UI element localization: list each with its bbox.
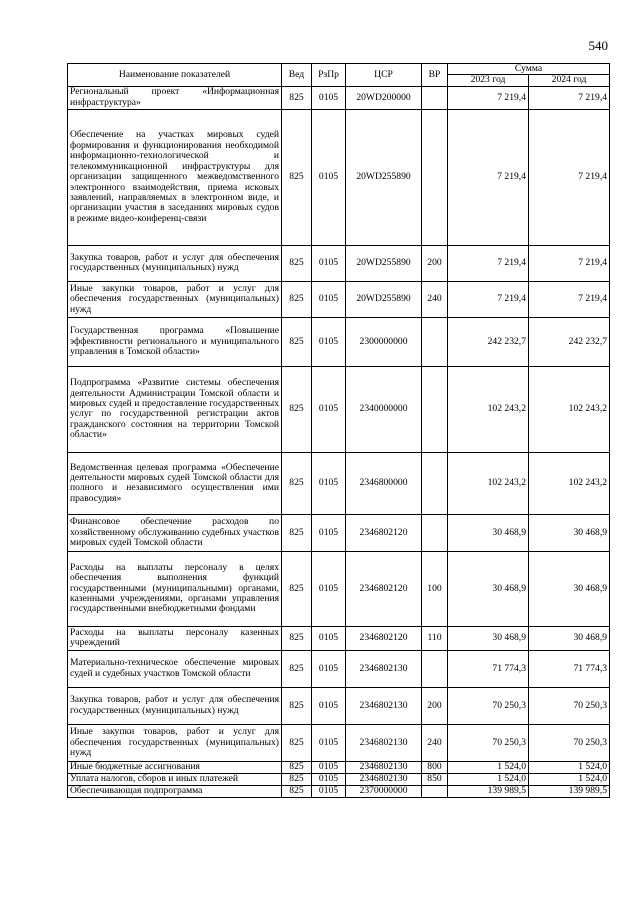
row-ved: 825 (282, 650, 312, 687)
table-row (68, 245, 610, 281)
row-ved: 825 (282, 785, 312, 797)
table-row (68, 626, 610, 650)
row-ved: 825 (282, 317, 312, 366)
row-sum-2024: 7 219,4 (529, 86, 610, 109)
row-sum-2024: 70 250,3 (529, 724, 610, 761)
row-rzpr: 0105 (312, 366, 346, 452)
row-vr: 200 (422, 245, 448, 281)
row-csr: 2370000000 (346, 785, 422, 797)
row-ved: 825 (282, 281, 312, 317)
row-sum-2023: 70 250,3 (448, 724, 529, 761)
row-csr: 2346800000 (346, 452, 422, 514)
row-csr: 20WD255890 (346, 109, 422, 245)
row-name: Государственная программа «Повышение эффективности регионального и муниципального управления в Томской области» (68, 317, 282, 366)
row-vr: 110 (422, 626, 448, 650)
row-sum-2024: 7 219,4 (529, 109, 610, 245)
row-name: Расходы на выплаты персоналу казенных учреждений (68, 626, 282, 650)
table-row (68, 109, 610, 245)
header-name: Наименование показателей (68, 64, 282, 87)
row-sum-2024: 102 243,2 (529, 452, 610, 514)
row-csr: 20WD200000 (346, 86, 422, 109)
row-sum-2024: 1 524,0 (529, 761, 610, 773)
header-ved: Вед (282, 64, 312, 87)
row-vr (422, 109, 448, 245)
row-name: Иные бюджетные ассигнования (68, 761, 282, 773)
table-row (68, 650, 610, 687)
row-csr: 2346802120 (346, 626, 422, 650)
header-csr: ЦСР (346, 64, 422, 87)
row-rzpr: 0105 (312, 281, 346, 317)
row-vr: 850 (422, 773, 448, 785)
row-sum-2023: 7 219,4 (448, 109, 529, 245)
row-ved: 825 (282, 86, 312, 109)
row-sum-2024: 70 250,3 (529, 687, 610, 724)
row-vr: 200 (422, 687, 448, 724)
row-vr (422, 452, 448, 514)
header-rzpr: РзПр (312, 64, 346, 87)
row-ved: 825 (282, 514, 312, 551)
row-sum-2023: 7 219,4 (448, 86, 529, 109)
row-sum-2023: 242 232,7 (448, 317, 529, 366)
row-sum-2024: 7 219,4 (529, 281, 610, 317)
table-row (68, 281, 610, 317)
table-row (68, 773, 610, 785)
row-rzpr: 0105 (312, 109, 346, 245)
header-year-2023: 2023 год (448, 75, 529, 86)
row-name: Иные закупки товаров, работ и услуг для обеспечения государственных (муниципальных) нужд (68, 724, 282, 761)
table-row (68, 687, 610, 724)
row-ved: 825 (282, 109, 312, 245)
row-sum-2023: 1 524,0 (448, 773, 529, 785)
row-sum-2023: 102 243,2 (448, 452, 529, 514)
row-rzpr: 0105 (312, 514, 346, 551)
row-sum-2023: 71 774,3 (448, 650, 529, 687)
row-vr (422, 317, 448, 366)
row-sum-2024: 1 524,0 (529, 773, 610, 785)
header-sum: Сумма (448, 64, 610, 75)
row-csr: 2346802130 (346, 687, 422, 724)
row-name: Ведомственная целевая программа «Обеспечение деятельности мировых судей Томской области для полного и независимого осуществления ими правосудия» (68, 452, 282, 514)
row-ved: 825 (282, 687, 312, 724)
table-row (68, 366, 610, 452)
row-name: Закупка товаров, работ и услуг для обеспечения государственных (муниципальных) нужд (68, 245, 282, 281)
row-ved: 825 (282, 626, 312, 650)
table-row (68, 724, 610, 761)
row-vr (422, 650, 448, 687)
header-vr: ВР (422, 64, 448, 87)
row-sum-2023: 102 243,2 (448, 366, 529, 452)
row-rzpr: 0105 (312, 551, 346, 626)
row-name: Обеспечение на участках мировых судей формирования и функционирования необходимой информационно-технологической и телекоммуникационной инфраструктуры для организации защищенного межведомственного электронного взаимодействия, приема исковых заявлений, направляемых в электронном виде, и организации участия в заседаниях мировых судов в режиме видео-конференц-связи (68, 109, 282, 245)
row-ved: 825 (282, 773, 312, 785)
row-csr: 2346802130 (346, 650, 422, 687)
row-sum-2024: 242 232,7 (529, 317, 610, 366)
row-sum-2024: 71 774,3 (529, 650, 610, 687)
row-vr: 800 (422, 761, 448, 773)
row-rzpr: 0105 (312, 86, 346, 109)
row-sum-2023: 1 524,0 (448, 761, 529, 773)
row-rzpr: 0105 (312, 687, 346, 724)
row-sum-2023: 30 468,9 (448, 626, 529, 650)
row-sum-2023: 139 989,5 (448, 785, 529, 797)
row-ved: 825 (282, 366, 312, 452)
row-name: Региональный проект «Информационная инфраструктура» (68, 86, 282, 109)
table-row (68, 785, 610, 797)
row-csr: 2346802130 (346, 773, 422, 785)
row-name: Расходы на выплаты персоналу в целях обеспечения выполнения функций государственными (муниципальными) органами, казенными учреждениями, органами управления государственными внебюджетными фондами (68, 551, 282, 626)
page-number: 540 (588, 38, 608, 53)
row-sum-2023: 30 468,9 (448, 514, 529, 551)
row-sum-2024: 139 989,5 (529, 785, 610, 797)
row-sum-2024: 30 468,9 (529, 514, 610, 551)
row-rzpr: 0105 (312, 785, 346, 797)
row-vr (422, 366, 448, 452)
row-sum-2023: 7 219,4 (448, 281, 529, 317)
row-rzpr: 0105 (312, 773, 346, 785)
row-name: Закупка товаров, работ и услуг для обеспечения государственных (муниципальных) нужд (68, 687, 282, 724)
row-rzpr: 0105 (312, 626, 346, 650)
row-csr: 2346802120 (346, 514, 422, 551)
row-sum-2023: 70 250,3 (448, 687, 529, 724)
row-name: Финансовое обеспечение расходов по хозяйственному обслуживанию судебных участков мировых судей Томской области (68, 514, 282, 551)
row-vr (422, 785, 448, 797)
row-name: Материально-техническое обеспечение мировых судей и судебных участков Томской области (68, 650, 282, 687)
row-csr: 2346802120 (346, 551, 422, 626)
row-vr (422, 514, 448, 551)
row-ved: 825 (282, 724, 312, 761)
row-name: Подпрограмма «Развитие системы обеспечения деятельности Администрации Томской области и мировых судей и предоставление государственных услуг по государственной регистрации актов гражданского состояния на территории Томской области» (68, 366, 282, 452)
row-sum-2023: 30 468,9 (448, 551, 529, 626)
row-ved: 825 (282, 761, 312, 773)
row-csr: 20WD255890 (346, 281, 422, 317)
row-rzpr: 0105 (312, 724, 346, 761)
row-csr: 2300000000 (346, 317, 422, 366)
row-sum-2024: 30 468,9 (529, 626, 610, 650)
row-ved: 825 (282, 452, 312, 514)
row-csr: 2346802130 (346, 724, 422, 761)
row-name: Уплата налогов, сборов и иных платежей (68, 773, 282, 785)
row-sum-2024: 102 243,2 (529, 366, 610, 452)
row-ved: 825 (282, 245, 312, 281)
header-year-2024: 2024 год (529, 75, 610, 86)
budget-table (67, 63, 610, 798)
row-vr: 240 (422, 724, 448, 761)
row-rzpr: 0105 (312, 650, 346, 687)
row-vr: 240 (422, 281, 448, 317)
table-row (68, 86, 610, 109)
row-vr: 100 (422, 551, 448, 626)
table-row (68, 551, 610, 626)
table-row (68, 317, 610, 366)
table-row (68, 761, 610, 773)
row-sum-2024: 30 468,9 (529, 551, 610, 626)
row-rzpr: 0105 (312, 317, 346, 366)
row-name: Иные закупки товаров, работ и услуг для обеспечения государственных (муниципальных) нужд (68, 281, 282, 317)
row-rzpr: 0105 (312, 452, 346, 514)
row-name: Обеспечивающая подпрограмма (68, 785, 282, 797)
table-row (68, 452, 610, 514)
row-ved: 825 (282, 551, 312, 626)
row-csr: 2346802130 (346, 761, 422, 773)
row-sum-2024: 7 219,4 (529, 245, 610, 281)
row-rzpr: 0105 (312, 761, 346, 773)
row-rzpr: 0105 (312, 245, 346, 281)
row-csr: 2340000000 (346, 366, 422, 452)
row-sum-2023: 7 219,4 (448, 245, 529, 281)
row-vr (422, 86, 448, 109)
table-row (68, 514, 610, 551)
row-csr: 20WD255890 (346, 245, 422, 281)
